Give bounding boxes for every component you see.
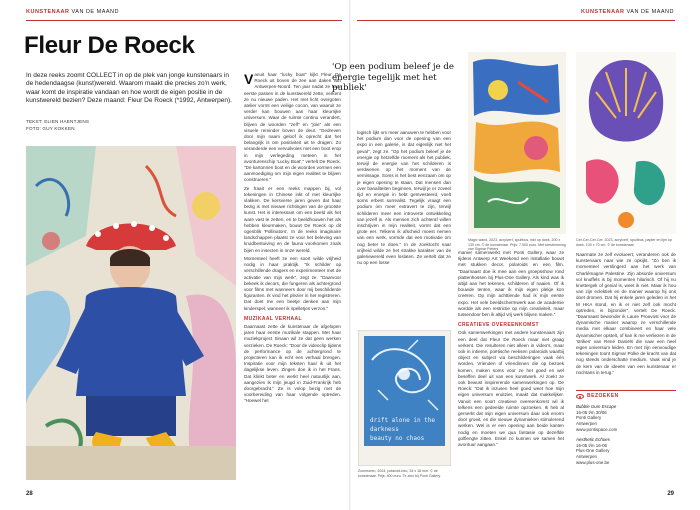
caption-magic-wand: Magic wand, 2023, acrylverf, spuitbus, inkt op doek, 200 x 130 cm. © de kunstenaar. Prijs: 7.500 euro. Met toestemming van Sigmar Pieters [468,238,566,252]
venue-dates: 16-05 t/m 30/06 [576,409,607,415]
running-head-left-bold: KUNSTENAAR [26,9,70,15]
subheading: MUZIKAAL VERHAAL [244,315,302,322]
running-head-right-bold: KUNSTENAAR [581,9,625,15]
visit-heading-label: BEZOEKEN [587,393,619,399]
paragraph: Daarnaast zette de kunstenaar de afgelopen jaren haar eerste muzikale stappen. Met haar muziekproject Sinaan wil ze dat geen werken verzieken. De Roeck: "Door de videoclip tijdens de performance op de achtergrond te projecteren kan ik echt een verhaal brengen. Inspiratie voor mijn teksten haal ik uit het dagelijkse leven. Zingen doe ik in het Frans. Dat klinkt beter en werkt heel natuurlijk aan, aangezien ik mijn jeugd in Zuid-Frankrijk heb doorgebracht." Ze is volop bezig met de voorbereiding van haar volgende optreden. "Hoewel het [244,323,341,404]
header-rule-right [357,20,675,21]
paragraph: Momenteel heeft ze een soort wilde vrijheid nodig in haar praktijk. "Ik schilder op verschillende dragers en experimenteer met de activatie van mijn werk", zegt ze. "Daarvoor bekeek ik decors, die fungeren als achtergrond voor films met wanneers door mij beschilderde figuranten. Ik vind het plezier in het registreren. Dat doet me een beetje denken aan mijn kinderspel, wanneer ik spelletjes verzon." [244,255,341,311]
paragraph: Naarmate ze zelf evolueert, veranderen ook de kunstenaars naar wie ze opkijkt. "Zo ben ik momenteel verslingerd aan het werk van Charlémagne Palestine. Zijn absurde universum vol knuffels is bij momenten hilarisch. Of hij nu knettergek of genial is, weet ik niet. Maar ik hou van zijn eclektiek en de manier waarop hij ons doet dromen. Dat hij enkele jaren geleden in het M HKA stond, en ik er niet zelf ook mocht optreden, is bijzonder", vertelt De Roeck. "Daarnaast bewonder ik Laure Prouvost voor de dynamische manier waarop ze verschillende media met elkaar combineert en haar vele dynamischer opstelt, of kan ik me verliezen in de 'strikes' van René Daniëls die naar een heel eigen universum leiden. En met zijn eenvoudige tekeningen toont Sigmar Polke de kracht van dat nog steeds onderschatte medium. Vaak vind je de kern van de ideeën van een kunstenaar er nochtans in terug." [576,252,676,375]
running-head-left [26,9,119,15]
paragraph: logisch lijkt om meer aanuwen te hebben voor het podium dan voor de opening van een expo in een galerie, is dat eigenlijk niet het geval", zegt ze. "Op het podium beleef je de energie op hetzelfde moment als het publiek, terwijl de energie van het schilderen is verdwenen op het moment van de vernissage. Soms is het best eenzaam om op je eigen opening te staan. Dat mensen dan over banaliteiten beginnen, terwijl je er zoveel tijd en energie in hebt geïnvesteerd, voelt soms erbest surrealist. Tegelijk vraagt een podium om meer extravert te zijn, terwijl schilderen meer een introverte ontwikkeling van jezelf is. Als mensen zich achteraf willen inschrijven in mijn realiteit, vormt dat een grote eer. Telkens ik afscheid moest nemen van een werk, vormde dat een motivatie om nog beter te doen." In de zoektocht naar vrijheid wilde ze het strakke karakter van de galeriewereld even loslaten. Ze vertelt dat ze nu op een losse [357,130,451,266]
venue-show-title: Aesthetic Echoes [576,436,610,442]
article-column-1 [244,72,341,486]
article-title: Fleur De Roeck [24,32,195,59]
credits [26,118,89,132]
header-rule-left [26,20,342,21]
artist-portrait-photo [26,146,236,480]
credit-text: TEKST: ELIEN HAENTJENS [26,119,90,124]
paragraph: Ook samenwerkingen met andere kunstenaars zijn een deel dat Fleur De Roeck maar niet graag verkent. Die resulteren niet alleen in video's, maar ook in intieme, poëtische reeksen polaroids waarbij object en subject via beschilderingen vaak één worden. Vrienden of vriendinnen die op bezoek komen, maken soms voor ze het goed en wel beseffen deel uit van een kunstwerk. Al zoekt ze ook bewust inspirerende samenwerkingen op. De Roeck: "Dat ik inzusen heel goed weet hoe mijn eigen universum eruitziet, maakt dat makkelijker. Vanuit een soort creatieve overeenkomst wil ik telkens een gedeelde ruimte opzoeken. Ik heb al gemerkt dat mijn eigen universum daar ook enorm door groeit, en die nieuwe dynamieken stimulerend werken. Wel is er een opening aan beide kanten nodig en moeten we qua fantasie op dezelfde golflengte zitten. Enkel zo kunnen we samen het avontuur aangaan." [458,330,564,448]
article-column-4 [576,252,676,380]
subheading: CREATIEVE OVEREENKOMST [458,322,539,329]
paragraph: Ze fraait er een reeks mappen bij, vol tekeningen in Chinese inkt of met kleurrijke vlakken. De kersverse jaren geven dat haar bezig is met nieuwe richtingen van de grootste kunst. Het is interessant om een beeld als het ware vast te zetten, en te beeldhouwen het als hebben kleurmaken, bouwt De Roeck op dit ogenblik 'Pollinators'. In de reeks imaginaire landschappen plaatst ze voor het beleving van kruidbestuiving en de fauna voorkomen zoals bijen en insecten in onze wereld. [244,185,341,253]
drop-cap: V [244,72,254,87]
venue-gallery: Plus-One Gallery [576,448,610,454]
page-number-left: 28 [26,491,33,497]
venue-url[interactable]: www.plus-one.be [576,459,610,465]
article-column-3 [458,250,564,482]
pull-quote: 'Op een podium beleef je de energie tegelijk met het publiek' [332,62,454,94]
polaroid-handwriting-line-1: drift alone in the [370,417,436,424]
credit-photo: FOTO: GUY KOKKEN [26,126,75,131]
polaroid-handwriting-line-2: darkness [370,426,399,433]
running-head-left-rest: VAN DE MAAND [69,9,119,15]
venue-url[interactable]: www.pontispace.com [576,426,618,432]
venue-gallery: Ponti Gallery [576,415,602,421]
venue-city: Antwerpen [576,421,597,427]
caption-cer-cer: Cer-Cer-Cer-Cer, 2023, acrylverf, spuitbus, papier en lijm op doek, 100 x 70 cm. © de kunstenaar. [576,238,672,247]
paragraph-text: anuit haar "lucky boat" kijkt Fleur De Roeck uit boven de zee aan daken van Antwerpen-Noord. Ten jaar nadat ze haar eerste passen in de kunstwereld zette, verkent ze nu nieuwe paden. Het met licht overgoten atelier vormt een veilige cocon, van waaruit ze verder kan bouwen aan haar kleurrijke universum. Waar de ruimte continu verandert, blijven de woorden "zelf" en "joie" als een visuele reminder boven de deur. "Gedreven door mijn naam geloof ik oprecht dat het belangrijk is om positiviteit uit te dragen. Zo veranderde een vervuilvoies met een boot erop in mijn verlegeding meteen in het avonturenschip 'Lucky Boat'," vertelt De Roeck. "De kartonnen boot en de woorden vormen een aanmoediging om mijn eigen realiteit te blijven construeren." [244,72,341,183]
paragraph: manier samenwerkt met Ponti Gallery, waar ze tijdens Antwerp Art Weekend een installatie bouwt met stukken decor, polaroids en een film. "Daarnaast doe ik mee aan een groepsshow rond plattenhossen bij Plus-One Gallery. Als kind was ik altijd aan het tekenen, schilderen of naaien. Of ik bouwde tenten, waar ik mijn eigen plekje kon creëren. Op mijn achttiende had ik mijn eerste expo. Het vele beeldschermwerk aan de academie wordde als een restrictie op mijn creativiteit, maar tussendoor ben ik altijd vrij werk blijven maken." [458,250,564,318]
caption-polaroid: Zonneoren, 2024, polaroid-foto, 34 x 18 mm. © de kunstenaar. Prijs: 400 euro. Te zien bij Ponti Gallery. [358,469,441,478]
venue-city: Antwerpen [576,454,597,460]
visit-heading [576,390,676,400]
article-column-2 [357,130,451,325]
eye-icon [576,394,584,399]
running-head-right-rest: VAN DE MAAND [624,9,674,15]
polaroid-handwriting-line-3: beauty no chaos [370,435,425,442]
venue-entry [576,404,676,433]
venue-entry [576,437,676,466]
page-number-right: 29 [667,491,674,497]
paragraph [244,72,341,184]
artwork-cer-cer [576,52,676,234]
venue-dates: 16-05 t/m 16-06 [576,442,607,448]
venue-show-title: Bubble Gum Escape [576,403,617,409]
polaroid-artwork [358,330,451,466]
intro-paragraph: In deze reeks zoomt COLLECT in op de plek van jonge kunstenaars in de hedendaagse (kunst)wereld. Waarom maakt die precies zo'n werk, waar komt de inspiratie vandaan en hoe wordt de eigen positie in de kunstwereld bezien? Deze maand: Fleur De Roeck (*1992, Antwerpen). [26,72,232,105]
running-head-right [581,9,674,15]
visit-box [576,390,676,470]
artwork-magic-wand [468,52,566,234]
